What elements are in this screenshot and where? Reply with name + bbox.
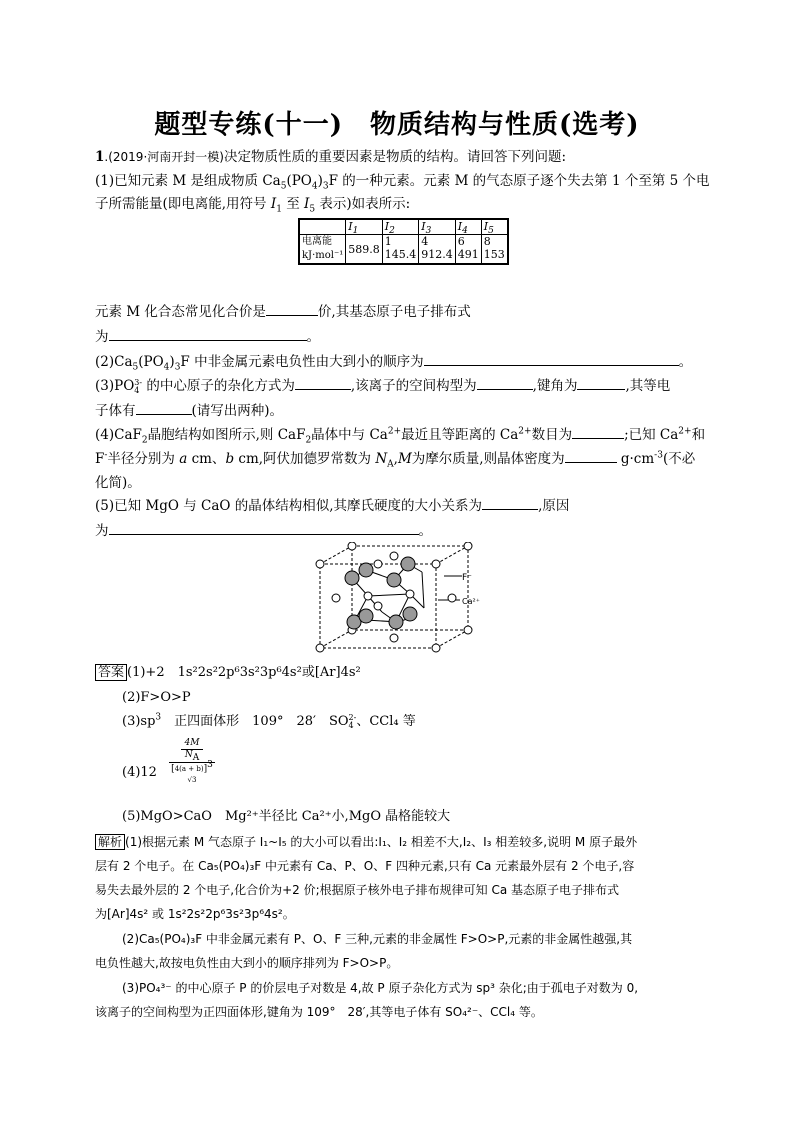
cell: 589.8 — [348, 242, 380, 256]
text: 元素 M 化合态常见化合价是 — [95, 304, 266, 320]
cell: 6 — [457, 235, 465, 248]
analysis-line2 — [95, 857, 634, 875]
q1-part5-line1 — [95, 497, 569, 515]
text: ,键角为 — [532, 378, 578, 394]
answer-line1 — [95, 664, 361, 682]
text: 半径分别为 — [107, 451, 180, 467]
text: (1)已知元素 M 是组成物质 Ca — [95, 173, 281, 189]
cell: 912.4 — [421, 248, 453, 261]
row-label — [299, 235, 346, 265]
text: ;已知 Ca — [624, 427, 679, 443]
analysis-text: 为[Ar]4s² 或 1s²2s²2p⁶3s²3p⁶4s²。 — [95, 907, 295, 921]
caf2-unit-cell-figure — [312, 542, 492, 660]
den-sqrt: √3 — [187, 776, 197, 784]
value-i4 — [455, 235, 481, 265]
text: F 中非金属元素电负性由大到小的顺序为 — [180, 354, 424, 370]
text: 晶体中与 Ca — [311, 427, 388, 443]
analysis-line3 — [95, 881, 619, 899]
answer-blank[interactable] — [565, 450, 617, 463]
value-i5 — [481, 235, 508, 265]
text: 和 — [691, 427, 706, 443]
answer-5: (5)MgO>CaO Mg²⁺半径比 Ca²⁺小,MgO 晶格能较大 — [122, 809, 451, 824]
q1-part1-line3 — [95, 303, 471, 321]
text: 子所需能量(即电离能,用符号 — [95, 196, 271, 212]
answer-3c: 、CCl₄ 等 — [356, 714, 416, 729]
analysis-line8 — [95, 1003, 543, 1021]
analysis-line6 — [95, 954, 398, 972]
fraction-denominator: $[4(a + b)]^3$ — [171, 760, 213, 774]
analysis-text: 该离子的空间构型为正四面体形,键角为 109° 28′,其等电子体有 SO₄²⁻、CCl₄ 等。 — [95, 1005, 543, 1019]
q1-part1-line1: (1)已知元素 M 是组成物质 $Ca_5(PO_4)_3F$ 的一种元素。元素 M 的气态原子逐个失去第 1 个至第 5 个电 — [95, 173, 710, 192]
answer-blank[interactable] — [424, 353, 679, 366]
header-i2: $I_2$ — [382, 219, 419, 235]
answer-blank[interactable] — [136, 402, 192, 415]
text: ,其等电 — [625, 378, 671, 394]
text: 为 — [95, 523, 109, 539]
text: F — [95, 451, 105, 467]
text: (请写出两种)。 — [191, 403, 284, 419]
answer-3a: (3)sp — [122, 714, 156, 729]
text: cm,阿伏加德罗常数为 — [234, 451, 376, 467]
q1-intro — [95, 148, 566, 166]
analysis-text: 电负性越大,故按电负性由大到小的顺序排列为 F>O>P。 — [95, 956, 399, 970]
analysis-text: (2)Ca₅(PO₄)₃F 中非金属元素有 P、O、F 三种,元素的非金属性 F>O>P,元素的非金属性越强,其 — [122, 932, 633, 946]
row-label-2: kJ·mol⁻¹ — [302, 250, 344, 261]
cell: 1 — [384, 235, 392, 248]
q1-part1-line4: 为 。 — [95, 329, 320, 345]
text: cm、 — [187, 451, 226, 467]
cell: 153 — [483, 248, 505, 261]
value-i1 — [346, 235, 383, 265]
answer-4: (4)12 — [122, 765, 157, 780]
text: ,原因 — [538, 498, 570, 514]
answer-blank[interactable] — [295, 377, 351, 390]
q1-part3-line2 — [95, 402, 283, 420]
analysis-text: 易失去最外层的 2 个电子,化合价为+2 价;根据原子核外电子排布规律可知 Ca 基态原子电子排布式 — [95, 883, 619, 897]
den-expr: 4(a + b) — [174, 765, 204, 773]
answer-1: (1)+2 1s²2s²2p⁶3s²3p⁶4s²或[Ar]4s² — [127, 665, 361, 680]
cell: 8 — [483, 235, 491, 248]
page-title: 题型专练(十一) 物质结构与性质(选考) — [154, 110, 640, 140]
text: 表示)如表所示: — [315, 196, 411, 212]
cell: 491 — [457, 248, 479, 261]
fraction-numerator: 4M — [184, 738, 200, 748]
answer-2: (2)F>O>P — [122, 690, 191, 705]
header-i5: $I_5$ — [481, 219, 508, 235]
answer-blank[interactable] — [572, 426, 624, 439]
answer-line3: $(3)sp^3$ 正四面体形 109° 28′ SO2- 4 、CCl₄ 等 — [122, 712, 416, 730]
text: 化简)。 — [95, 475, 141, 491]
text: 的中心原子的杂化方式为 — [142, 378, 295, 394]
analysis-text: (1)根据元素 M 气态原子 I₁~I₅ 的大小可以看出:I₁、I₂ 相差不大,I₂、I₃ 相差较多,说明 M 原子最外 — [125, 835, 638, 849]
analysis-text: (3)PO₄³⁻ 的中心原子 P 的价层电子对数是 4,故 P 原子杂化方式为 sp³ 杂化;由于孤电子对数为 0, — [122, 981, 639, 995]
label-f-ion: F⁻ — [462, 573, 472, 583]
analysis-tag: 解析 — [95, 834, 125, 850]
answer-blank[interactable] — [482, 497, 538, 510]
q1-part2: $(2)Ca_5(PO_4)_3F$ 中非金属元素电负性由大到小的顺序为 。 — [95, 354, 693, 373]
header-i3: $I_3$ — [419, 219, 456, 235]
answer-blank[interactable] — [577, 377, 625, 390]
q1-number: 1 — [95, 149, 105, 165]
answer-blank[interactable] — [266, 303, 318, 316]
text: 数目为 — [531, 427, 573, 443]
analysis-text: 层有 2 个电子。在 Ca₅(PO₄)₃F 中元素有 Ca、P、O、F 四种元素,只有 Ca 元素最外层有 2 个电子,容 — [95, 859, 635, 873]
answer-line2 — [122, 689, 191, 707]
answer-line5 — [122, 808, 450, 826]
text: , — [393, 451, 398, 467]
value-i2 — [382, 235, 419, 265]
analysis-line7 — [122, 979, 638, 997]
row-label-1: 电离能 — [302, 236, 332, 247]
text: 子体有 — [95, 403, 136, 419]
text: 最近且等距离的 Ca — [401, 427, 519, 443]
text: 价,其基态原子电子排布式 — [317, 304, 471, 320]
answer-3b: 正四面体形 109° 28′ SO — [161, 714, 349, 729]
answer-blank[interactable] — [109, 328, 307, 341]
text: 的一种元素。元素 M 的气态原子逐个失去第 1 个至第 5 个电 — [342, 173, 710, 189]
analysis-line1 — [95, 833, 637, 851]
q1-intro-text: 决定物质性质的重要因素是物质的结构。请回答下列问题: — [223, 149, 567, 165]
q1-part3-line1: (3)PO3- 4 的中心原子的杂化方式为 ,该离子的空间构型为 ,键角为 ,其等电 — [95, 377, 671, 395]
analysis-line4 — [95, 905, 295, 923]
header-i1: $I_1$ — [346, 219, 383, 235]
q1-part4-line2: F-半径分别为 a cm、b cm,阿伏加德罗常数为 $N_A,M$为摩尔质量,则晶体密度为 $g\cdot cm^{-3}$(不必 — [95, 450, 696, 470]
q1-source: .(2019·河南开封一模) — [104, 150, 224, 164]
q1-part1-line2: 子所需能量(即电离能,用符号 $I_1$ 至 $I_5$ 表示)如表所示: — [95, 196, 411, 215]
answer-line4 — [122, 764, 157, 782]
text: ,该离子的空间构型为 — [350, 378, 477, 394]
cell: 145.4 — [384, 248, 417, 261]
answer-blank[interactable] — [109, 522, 419, 535]
cell: 4 — [421, 235, 429, 248]
header-i4: $I_4$ — [455, 219, 481, 235]
text: (不必 — [662, 451, 696, 467]
text: (4)CaF — [95, 427, 142, 443]
fraction-na: $N_A$ — [184, 750, 200, 763]
q1-part4-line1: (4)CaF$_2$晶胞结构如图所示,则 CaF$_2$晶体中与 $Ca^{2+}$最近且等距离的 $Ca^{2+}$数目为 ;已知 $Ca^{2+}$和 — [95, 426, 706, 446]
text: 为摩尔质量,则晶体密度为 — [411, 451, 565, 467]
text: (2)Ca — [95, 354, 133, 370]
q1-part5-line2: 为 。 — [95, 523, 432, 539]
analysis-line5 — [122, 930, 632, 948]
text: 晶胞结构如图所示,则 CaF — [147, 427, 306, 443]
text: (3)PO — [95, 378, 135, 394]
label-ca-ion: Ca²⁺ — [462, 597, 480, 606]
answer-blank[interactable] — [477, 377, 533, 390]
na-symbol: N — [184, 750, 193, 760]
text: g·cm — [616, 451, 655, 467]
answer-tag: 答案 — [95, 664, 127, 681]
value-i3 — [419, 235, 456, 265]
text: 为 — [95, 329, 109, 345]
text: (5)已知 MgO 与 CaO 的晶体结构相似,其摩氏硬度的大小关系为 — [95, 498, 483, 514]
ionization-energy-table — [298, 218, 509, 265]
answer-4-fraction — [168, 738, 216, 786]
q1-part4-line3 — [95, 474, 141, 492]
